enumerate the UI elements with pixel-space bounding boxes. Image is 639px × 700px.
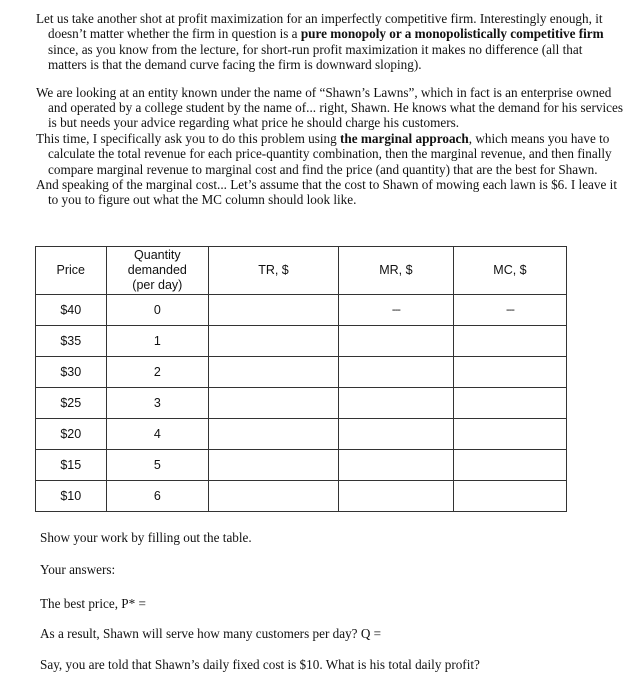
cell-price: $35	[36, 326, 107, 357]
intro-paragraph-2: We are looking at an entity known under the name of “Shawn’s Lawns”, which in fact is an enterprise owned and operated by a college student by the name of... right, Shawn. He knows what the demand for his services is but needs your advice regarding what price he should charge his customers.	[36, 84, 623, 131]
header-price: Price	[36, 247, 107, 295]
cell-mc[interactable]	[453, 357, 566, 388]
table-row	[36, 388, 567, 419]
cell-price: $40	[36, 295, 107, 326]
cell-mc[interactable]	[453, 326, 566, 357]
cell-mc[interactable]	[453, 419, 566, 450]
table-row	[36, 419, 567, 450]
cell-mr[interactable]	[338, 326, 453, 357]
your-answers-label: Your answers:	[40, 562, 116, 577]
intro-paragraph-4: And speaking of the marginal cost... Let’s assume that the cost to Shawn of mowing each lawn is $6. I leave it to you to figure out what the MC column should look like.	[36, 177, 617, 208]
cell-mr[interactable]	[338, 388, 453, 419]
header-tr: TR, $	[209, 247, 339, 295]
cell-price: $15	[36, 450, 107, 481]
profit-question: Say, you are told that Shawn’s daily fixed cost is $10. What is his total daily profit?	[40, 657, 480, 672]
cell-price: $10	[36, 481, 107, 512]
cell-quantity: 2	[106, 357, 209, 388]
cell-tr[interactable]	[209, 357, 339, 388]
table-row	[36, 481, 567, 512]
demand-table	[35, 246, 567, 512]
intro-block	[36, 11, 624, 208]
cell-mr[interactable]	[338, 357, 453, 388]
cell-quantity: 3	[106, 388, 209, 419]
cell-mr[interactable]: ---	[338, 295, 453, 326]
cell-tr[interactable]	[209, 481, 339, 512]
cell-mc[interactable]	[453, 388, 566, 419]
cell-mc[interactable]: ---	[453, 295, 566, 326]
cell-tr[interactable]	[209, 450, 339, 481]
table-row	[36, 357, 567, 388]
cell-quantity: 4	[106, 419, 209, 450]
cell-price: $20	[36, 419, 107, 450]
cell-quantity: 1	[106, 326, 209, 357]
cell-tr[interactable]	[209, 388, 339, 419]
cell-mr[interactable]	[338, 481, 453, 512]
cell-quantity: 6	[106, 481, 209, 512]
intro-paragraph-1: Let us take another shot at profit maximization for an imperfectly competitive firm. Interestingly enough, it doesn’t matter whether the firm in question is a pure monopoly or a monopolistically competitive firm since, as you know from the lecture, for short-run profit maximization it makes no difference (all that matters is that the demand curve facing the firm is downward sloping).	[36, 11, 604, 73]
cell-quantity: 5	[106, 450, 209, 481]
cell-mc[interactable]	[453, 481, 566, 512]
header-mr: MR, $	[338, 247, 453, 295]
cell-mr[interactable]	[338, 419, 453, 450]
cell-tr[interactable]	[209, 419, 339, 450]
cell-mc[interactable]	[453, 450, 566, 481]
table-header-row	[36, 247, 567, 295]
cell-mr[interactable]	[338, 450, 453, 481]
best-price-question: The best price, P* =	[40, 596, 146, 611]
cell-quantity: 0	[106, 295, 209, 326]
header-mc: MC, $	[453, 247, 566, 295]
table-row	[36, 295, 567, 326]
show-work-text: Show your work by filling out the table.	[40, 530, 252, 545]
table-row	[36, 450, 567, 481]
cell-price: $25	[36, 388, 107, 419]
cell-tr[interactable]	[209, 326, 339, 357]
cell-tr[interactable]	[209, 295, 339, 326]
customers-question: As a result, Shawn will serve how many customers per day? Q =	[40, 626, 382, 641]
intro-paragraph-3: This time, I specifically ask you to do this problem using the marginal approach, which means you have to calculate the total revenue for each price-quantity combination, then the marginal revenue, and then finally compare marginal revenue to marginal cost and find the price (and quantity) that are the best for Shawn.	[36, 130, 612, 177]
header-quantity: Quantity demanded (per day)	[106, 247, 209, 295]
cell-price: $30	[36, 357, 107, 388]
table-row	[36, 326, 567, 357]
